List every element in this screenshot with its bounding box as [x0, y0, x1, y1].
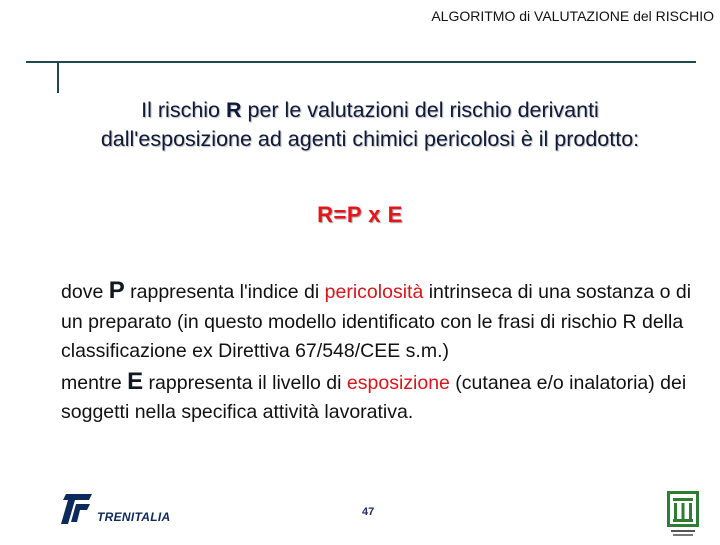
intro-paragraph [70, 96, 670, 154]
body-p-symbol: P [108, 277, 125, 304]
trenitalia-logo-text: TRENITALIA [97, 510, 171, 524]
body-dove: dove [61, 281, 109, 303]
intro-text-1: Il rischio [141, 98, 226, 122]
page-number: 47 [362, 506, 375, 518]
body-p-text-1: rappresenta l'indice di [124, 281, 325, 303]
intro-r-symbol: R [225, 98, 242, 122]
body-e-symbol: E [127, 367, 144, 395]
body-pericolosita: pericolosità [324, 281, 424, 303]
body-esposizione: esposizione [346, 371, 450, 394]
body-e-text-1: rappresenta il livello di [143, 371, 347, 394]
body-paragraph [61, 276, 711, 428]
header-title: ALGORITMO di VALUTAZIONE del RISCHIO [431, 8, 714, 24]
university-emblem [665, 490, 701, 540]
trenitalia-logo-icon [60, 490, 96, 526]
intro-text-2: per le valutazioni del rischio derivanti dall'esposizione ad agenti chimici pericolosi è il prodotto: [100, 98, 640, 151]
body-e-text-2: (cutanea e/o inalatoria) dei soggetti nella specifica attività lavorativa. [61, 371, 687, 423]
body-p-text-2: intrinseca di una sostanza o di un preparato (in questo modello identificato con le frasi di rischio R della classificazione ex Direttiva 67/548/CEE s.m.) [61, 281, 692, 362]
formula: R=P x E [317, 202, 403, 227]
university-emblem-icon [665, 490, 701, 540]
body-mentre: mentre [61, 371, 128, 394]
header-rule-vertical [57, 62, 59, 93]
header-rule-horizontal [26, 61, 696, 63]
trenitalia-logo [60, 490, 190, 526]
